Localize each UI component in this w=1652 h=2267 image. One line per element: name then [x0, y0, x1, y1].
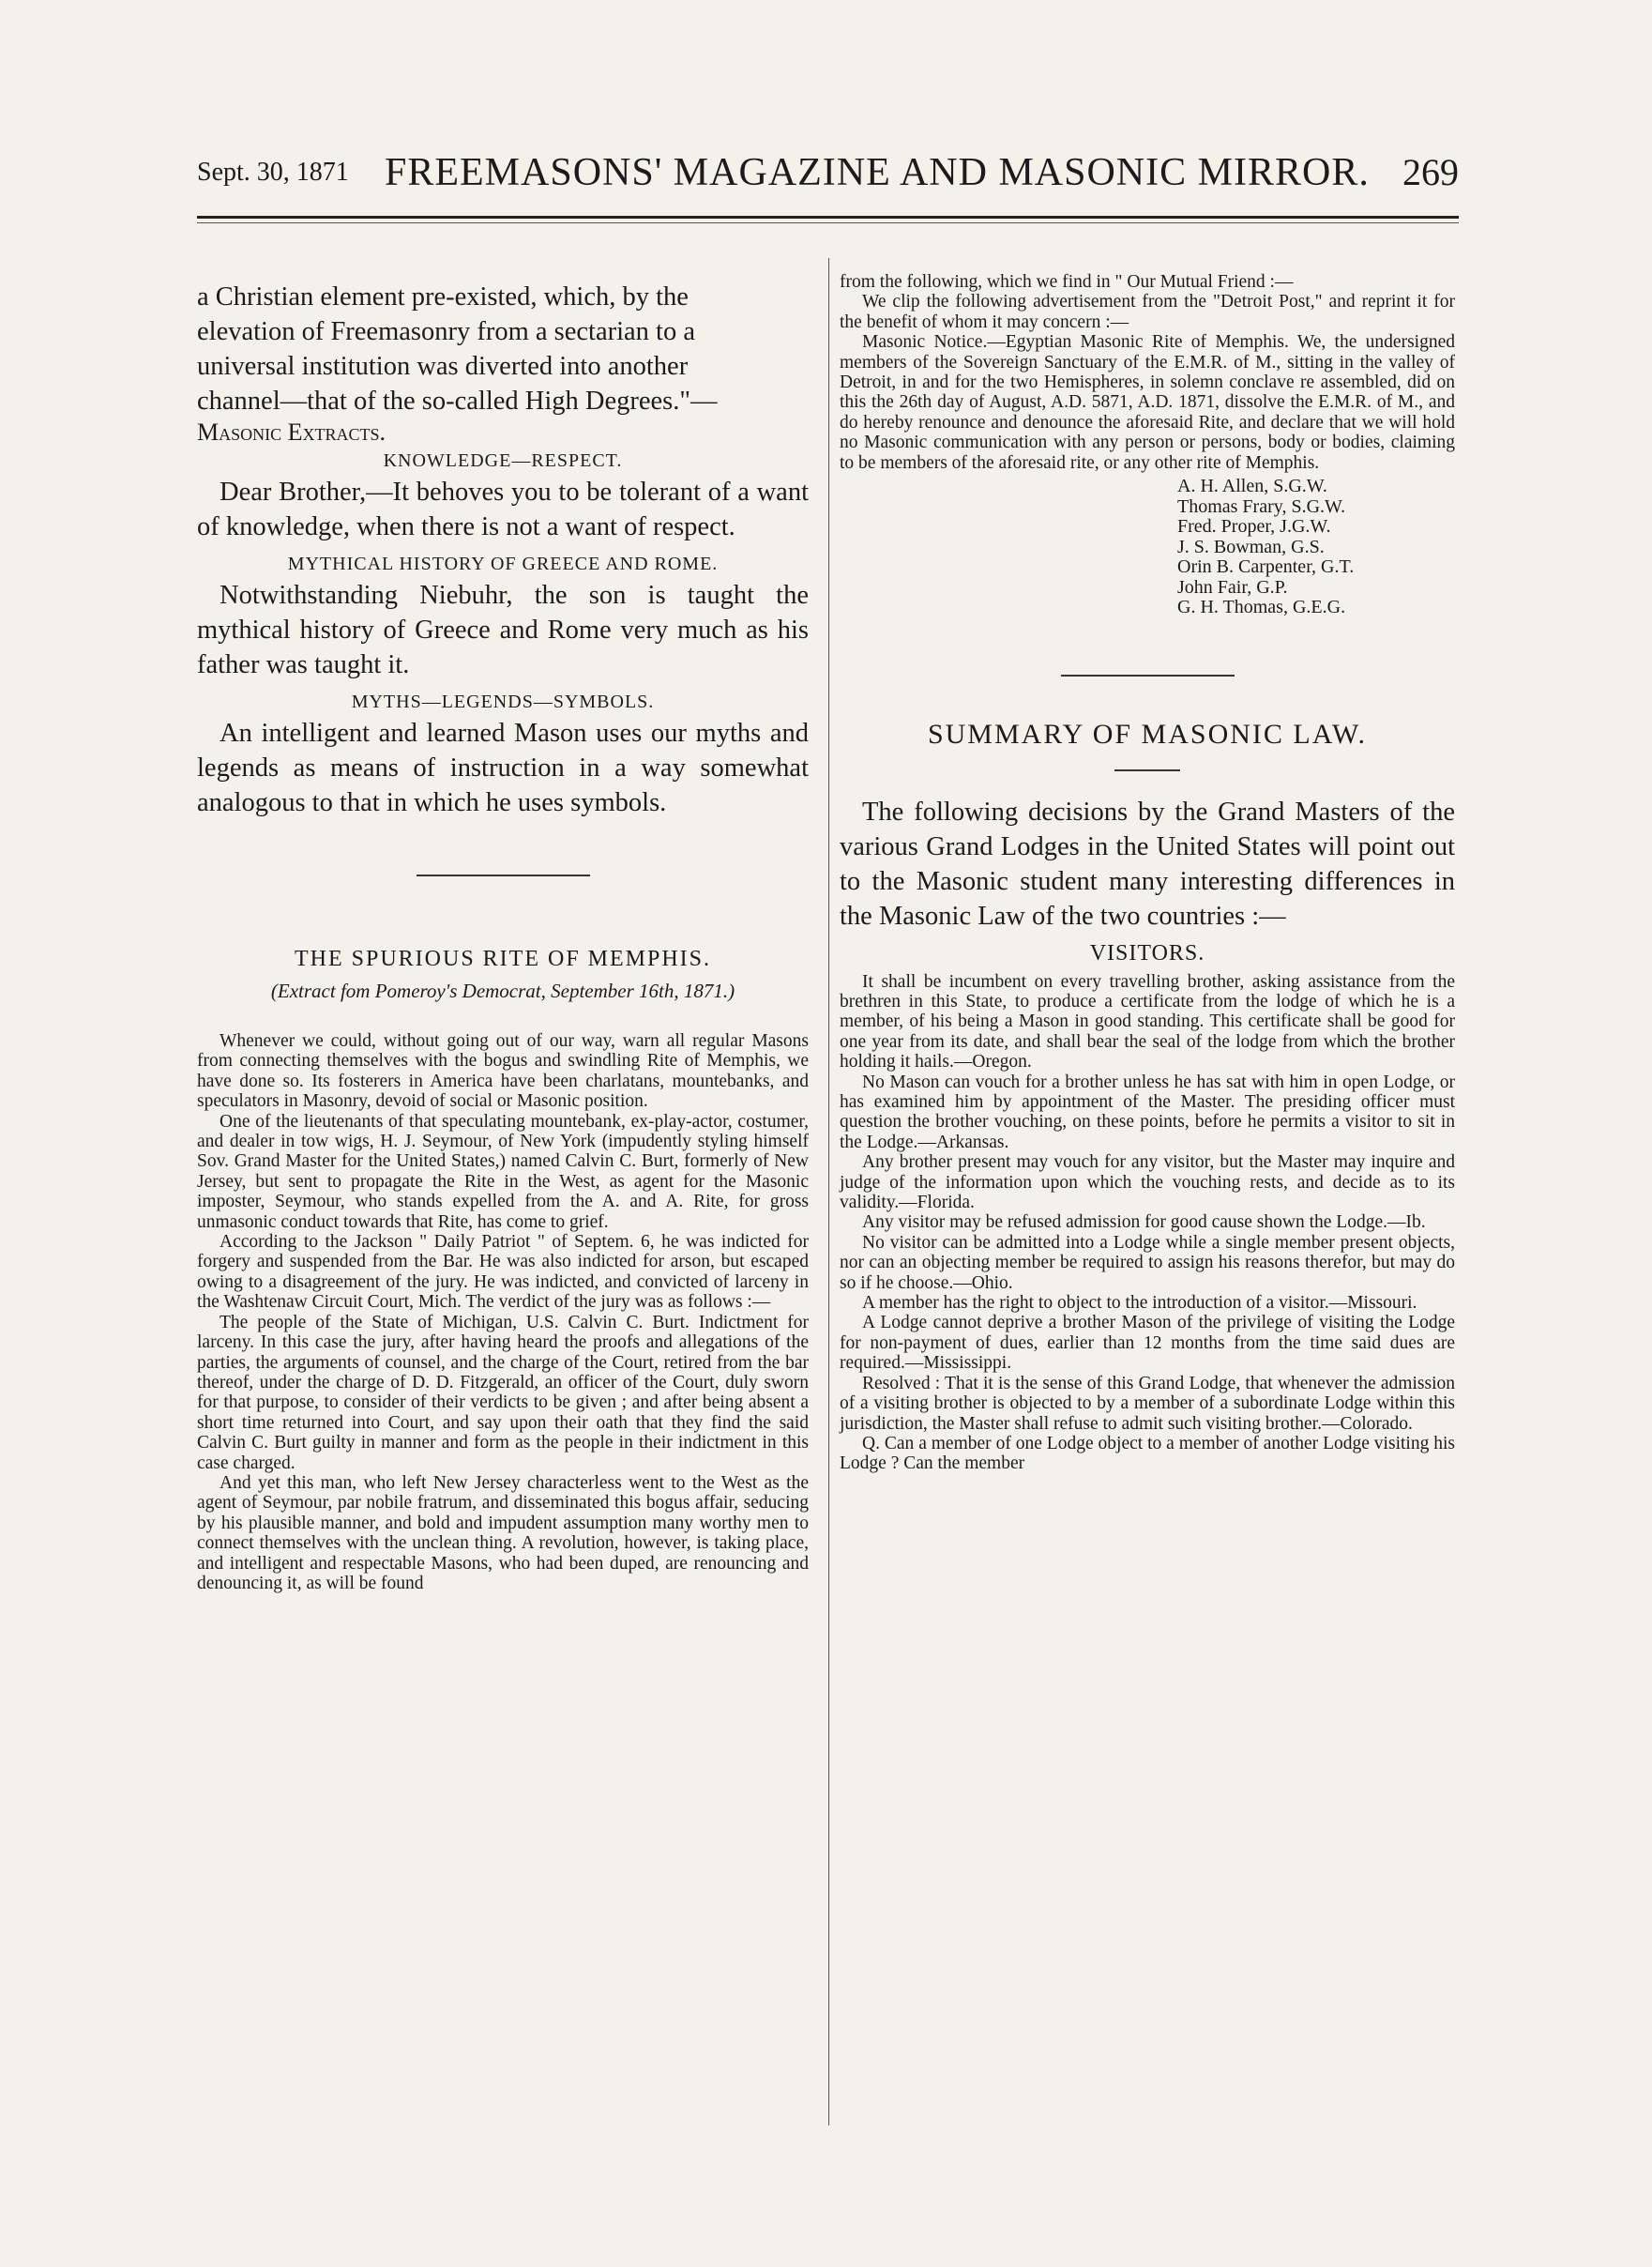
article-paragraph: And yet this man, who left New Jersey characterless went to the West as the agent of Seymour, par nobile fratrum, and disseminated this bogus affair, seducing by his plausible manner, and bold and impudent assumption many worthy men to connect themselves with the unclean thing. A revolution, however, is taking place, and intelligent and respectable Masons, who had been duped, are renouncing and denouncing it, as will be found [197, 1472, 809, 1593]
section-rule [417, 875, 590, 876]
left-column [197, 280, 809, 1593]
extract-paragraph: Notwithstanding Niebuhr, the son is taught the mythical history of Greece and Rome very much as his father was taught it. [197, 581, 809, 679]
signature-line: Fred. Proper, J.G.W. [1177, 516, 1331, 538]
page-header [197, 150, 1459, 206]
decision-paragraph: It shall be incumbent on every travelling brother, asking assistance from the brethren in this State, to produce a certificate from the lodge of which he is a member, of his being a Mason in good standing. This certificate shall be good for one year from its date, and shall bear the seal of the lodge from which the brother holding it hails.—Oregon. [840, 971, 1455, 1073]
signature-line: Orin B. Carpenter, G.T. [1177, 556, 1355, 578]
signature-line: G. H. Thomas, G.E.G. [1177, 597, 1346, 618]
article-subtitle: (Extract fom Pomeroy's Democrat, September 16th, 1871.) [270, 980, 735, 1002]
law-intro: The following decisions by the Grand Masters of the various Grand Lodges in the United States will point out to the Masonic student many interesting differences in the Masonic Law of the two countries :— [840, 797, 1455, 931]
extract-paragraph: Dear Brother,—It behoves you to be tolerant of a want of knowledge, when there is not a want of respect. [197, 478, 809, 541]
column-divider [828, 258, 829, 2125]
header-rule [197, 216, 1459, 219]
decision-paragraph: Any brother present may vouch for any visitor, but the Master may inquire and judge of the information upon which the vouching rests, and decide as to its validity.—Florida. [840, 1152, 1455, 1213]
decision-paragraph: No Mason can vouch for a brother unless he has sat with him in open Lodge, or has examined him by appointment of the Master. The presiding officer must question the brother vouching, on these points, before he permits a visitor to sit in the Lodge.—Arkansas. [840, 1072, 1455, 1152]
title-rule [1114, 769, 1180, 771]
extract-paragraph: An intelligent and learned Mason uses our myths and legends as means of instruction in a way somewhat analogous to that in which he uses symbols. [197, 719, 809, 817]
continued-paragraph: from the following, which we find in " Our Mutual Friend :— [840, 272, 1294, 292]
decision-paragraph: No visitor can be admitted into a Lodge while a single member present objects, nor can an objecting member be required to assign his reasons therefor, but may do so if he choose.—Ohio. [840, 1232, 1455, 1293]
article-paragraph: Whenever we could, without going out of our way, warn all regular Masons from connecting themselves with the bogus and swindling Rite of Memphis, we have done so. Its fosterers in America have been charlatans, mountebanks, and speculators in Masonry, devoid of social or Masonic position. [197, 1031, 809, 1112]
section-heading: MYTHICAL HISTORY OF GREECE AND ROME. [287, 554, 719, 574]
signatures-block [1177, 477, 1455, 618]
extracts-heading: Masonic Extracts. [197, 418, 386, 446]
header-rule-thin [197, 222, 1459, 223]
signature-line: J. S. Bowman, G.S. [1177, 536, 1325, 557]
intro-line: channel—that of the so-called High Degrees."— [197, 387, 718, 416]
signature-line: A. H. Allen, S.G.W. [1177, 476, 1327, 497]
decisions-list [840, 972, 1455, 1474]
intro-line: universal institution was diverted into another [197, 352, 689, 381]
section-rule [1061, 675, 1235, 677]
decision-paragraph: Q. Can a member of one Lodge object to a member of another Lodge visiting his Lodge ? Can the member [840, 1433, 1455, 1474]
section-heading: MYTHS—LEGENDS—SYMBOLS. [351, 692, 655, 712]
signature-line: John Fair, G.P. [1177, 576, 1288, 598]
decision-paragraph: A Lodge cannot deprive a brother Mason of the privilege of visiting the Lodge for non-payment of dues, earlier than 12 months from the time said dues are required.—Mississippi. [840, 1313, 1455, 1374]
masthead-title: FREEMASONS' MAGAZINE AND MASONIC MIRROR. [385, 151, 1370, 194]
article-paragraph: The people of the State of Michigan, U.S. Calvin C. Burt. Indictment for larceny. In this case the jury, after having heard the proofs and allegations of the parties, the arguments of counsel, and the charge of the Court, retired from the bar thereof, under the charge of D. D. Fitzgerald, an officer of the Court, duly sworn for that purpose, to consider of their verdicts to be given ; and after being absent a short time returned into Court, and say upon their oath that they find the said Calvin C. Burt guilty in manner and form as the people in their indictment in this case charged. [197, 1312, 809, 1473]
decision-paragraph: Any visitor may be refused admission for good cause shown the Lodge.—Ib. [862, 1212, 1426, 1233]
article-paragraph: One of the lieutenants of that speculating mountebank, ex-play-actor, costumer, and dealer in tow wigs, H. J. Seymour, of New York (impudently styling himself Sov. Grand Master for the United States,) named Calvin C. Burt, formerly of New Jersey, but sent to propagate the Rite in the West, as agent for the Masonic imposter, Seymour, who stands expelled from the A. and A. Rite, for gross unmasonic conduct towards that Rite, has come to grief. [197, 1111, 809, 1232]
header-date: Sept. 30, 1871 [197, 158, 349, 187]
article-paragraph: According to the Jackson " Daily Patriot " of Septem. 6, he was indicted for forgery and suspended from the Bar. He was also indicted for arson, but escaped owing to a disagreement of the jury. He was indicted, and convicted of larceny in the Washtenaw Circuit Court, Mich. The verdict of the jury was as follows :— [197, 1232, 809, 1313]
decision-paragraph: A member has the right to object to the introduction of a visitor.—Missouri. [862, 1293, 1417, 1314]
masonic-notice: Masonic Notice.—Egyptian Masonic Rite of Memphis. We, the undersigned members of the Sovereign Sanctuary of the E.M.R. of M., sitting in the valley of Detroit, in and for the two Hemispheres, in solemn conclave re assembled, did on this the 26th day of August, A.D. 5871, A.D. 1871, dissolve the E.M.R. of M., and do hereby renounce and denounce the aforesaid Rite, and declare that we will hold no Masonic communication with any person or persons, body or bodies, claiming to be members of the aforesaid rite, or any other rite of Memphis. [840, 332, 1455, 473]
law-title: SUMMARY OF MASONIC LAW. [927, 718, 1368, 750]
article-body [197, 1031, 809, 1593]
right-column [840, 272, 1455, 1474]
clip-paragraph: We clip the following advertisement from the "Detroit Post," and reprint it for the benefit of whom it may concern :— [840, 292, 1455, 332]
intro-line: elevation of Freemasonry from a sectarian to a [197, 317, 695, 346]
visitors-heading: VISITORS. [1089, 940, 1205, 966]
intro-line: a Christian element pre-existed, which, by the [197, 282, 689, 312]
signature-line: Thomas Frary, S.G.W. [1177, 495, 1346, 517]
page-number: 269 [1402, 151, 1459, 193]
section-heading: KNOWLEDGE—RESPECT. [383, 450, 623, 471]
decision-paragraph: Resolved : That it is the sense of this Grand Lodge, that whenever the admission of a visiting brother is objected to by a member of a subordinate Lodge within this jurisdiction, the Master shall refuse to admit such visiting brother.—Colorado. [840, 1373, 1455, 1434]
article-title: THE SPURIOUS RITE OF MEMPHIS. [294, 947, 712, 971]
